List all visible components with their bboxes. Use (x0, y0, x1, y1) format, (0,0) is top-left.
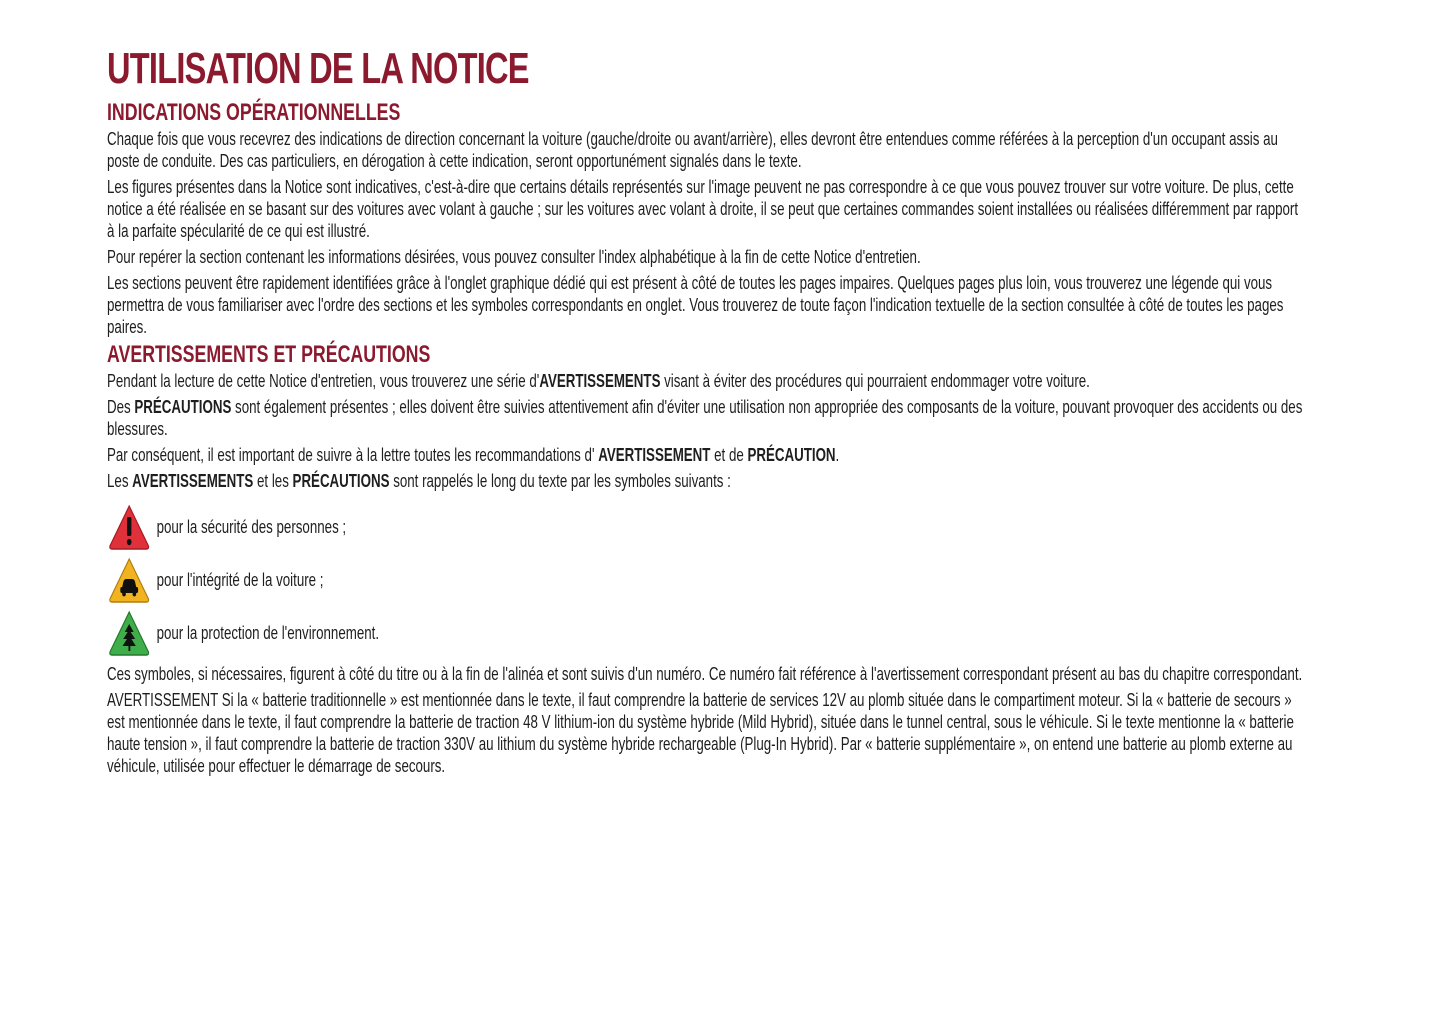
car-warning-icon (107, 557, 151, 603)
text: Des (107, 397, 135, 417)
paragraph (107, 444, 1306, 466)
text: visant à éviter des procédures qui pourraient endommager votre voiture. (660, 371, 1090, 391)
paragraph: Chaque fois que vous recevrez des indications de direction concernant la voiture (gauche/droite ou avant/arrière), elles devront être entendues comme référées à la perception d'un occupant assis au poste de conduite. Des cas particuliers, en dérogation à cette indication, seront opportunément signalés dans le texte. (107, 129, 1278, 171)
symbol-row-vehicle (107, 557, 1306, 603)
text: sont rappelés le long du texte par les symboles suivants : (389, 471, 731, 491)
paragraph: Pour repérer la section contenant les informations désirées, vous pouvez consulter l'index alphabétique à la fin de cette Notice d'entretien. (107, 247, 921, 267)
bold-text: PRÉCAUTION (747, 445, 836, 465)
section-heading-avertissements: AVERTISSEMENTS ET PRÉCAUTIONS (107, 341, 431, 368)
text: . (835, 445, 840, 465)
text: et les (253, 471, 293, 491)
paragraph: Les figures présentes dans la Notice sont indicatives, c'est-à-dire que certains détails représentés sur l'image peuvent ne pas correspondre à ce que vous pouvez trouver sur votre voiture. De plus, cette notice a été réalisée en se basant sur des voitures avec volant à gauche ; sur les voitures avec volant à droite, il se peut que certaines commandes soient installées ou réalisées différemment par rapport à la parfaite spécularité de ce qui est illustré. (107, 177, 1299, 241)
paragraph (107, 370, 1306, 392)
bold-text: AVERTISSEMENT (598, 445, 711, 465)
bold-text: PRÉCAUTIONS (292, 471, 390, 491)
paragraph (107, 470, 1306, 492)
text: Par conséquent, il est important de suivre à la lettre toutes les recommandations d' (107, 445, 599, 465)
symbol-row-safety (107, 504, 1306, 550)
paragraph: Les sections peuvent être rapidement identifiées grâce à l'onglet graphique dédié qui est présent à côté de toutes les pages impaires. Quelques pages plus loin, vous trouverez une légende qui vous permettra de vous familiariser avec l'ordre des sections et les symboles correspondants en onglet. Vous trouverez de toute façon l'indication textuelle de la section consultée à côté de toutes les pages paires. (107, 273, 1284, 337)
symbol-label: pour l'intégrité de la voiture ; (156, 570, 324, 590)
text: Pendant la lecture de cette Notice d'entretien, vous trouverez une série d' (107, 371, 540, 391)
bold-text: AVERTISSEMENTS (539, 371, 661, 391)
tree-warning-icon (107, 610, 151, 656)
bold-text: AVERTISSEMENTS (132, 471, 254, 491)
text: et de (710, 445, 748, 465)
warning-paragraph: AVERTISSEMENT Si la « batterie traditionnelle » est mentionnée dans le texte, il faut comprendre la batterie de services 12V au plomb située dans le compartiment moteur. Si la « batterie de secours » est mentionnée dans le texte, il faut comprendre la batterie de traction 48 V lithium-ion du système hybride (Mild Hybrid), située dans le tunnel central, sous le véhicule. Si le texte mentionne la « batterie haute tension », il faut comprendre la batterie de traction 330V au lithium du système hybride rechargeable (Plug-In Hybrid). Par « batterie supplémentaire », on entend une batterie au plomb externe au véhicule, utilisée pour effectuer le démarrage de secours. (107, 690, 1294, 776)
paragraph: Ces symboles, si nécessaires, figurent à côté du titre ou à la fin de l'alinéa et sont suivis d'un numéro. Ce numéro fait référence à l'avertissement correspondant présent au bas du chapitre correspondant. (107, 664, 1303, 684)
symbol-label: pour la protection de l'environnement. (156, 623, 380, 643)
symbol-row-environment (107, 610, 1306, 656)
document-page (107, 46, 1306, 781)
section-heading-indications: INDICATIONS OPÉRATIONNELLES (107, 99, 401, 126)
text: sont également présentes ; elles doivent être suivies attentivement afin d'éviter une utilisation non appropriée des composants de la voiture, pouvant provoquer des accidents ou des blessures. (107, 397, 1303, 439)
symbol-label: pour la sécurité des personnes ; (156, 517, 347, 537)
warning-exclamation-icon (107, 504, 151, 550)
bold-text: PRÉCAUTIONS (134, 397, 232, 417)
text: Les (107, 471, 133, 491)
page-title: UTILISATION DE LA NOTICE (107, 44, 529, 93)
paragraph (107, 396, 1306, 440)
